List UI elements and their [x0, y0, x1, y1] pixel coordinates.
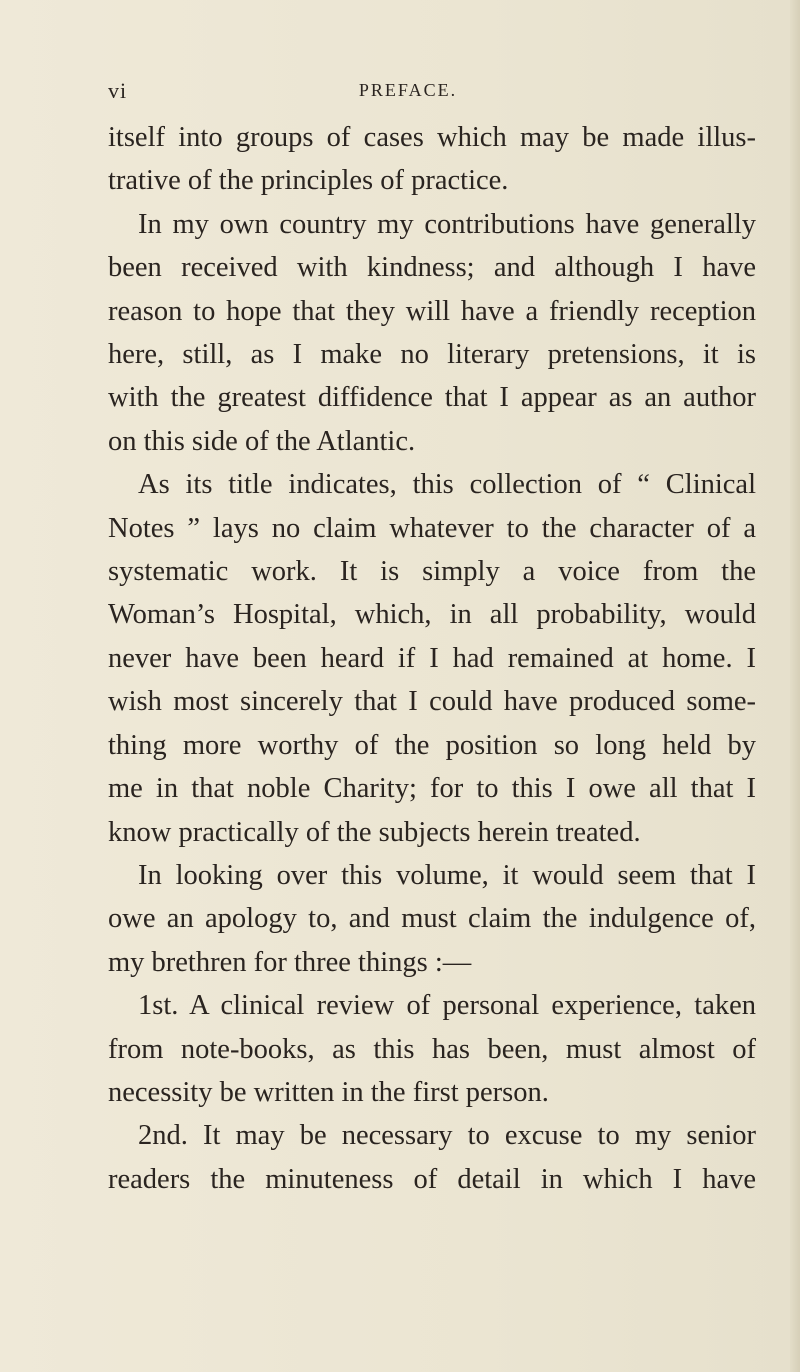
- text-line: on this side of the Atlantic.: [108, 425, 416, 457]
- page-edge-shadow: [790, 0, 800, 1372]
- body-text: [108, 116, 756, 1201]
- text-line: As its title indicates, this collection of “ Clinical: [138, 469, 756, 501]
- text-line: reason to hope that they will have a friendly reception: [108, 295, 756, 327]
- text-line: here, still, as I make no literary pretensions, it is: [108, 339, 756, 371]
- text-line: my brethren for three things :—: [108, 946, 472, 978]
- page-number: vi: [108, 78, 128, 103]
- text-line: 2nd. It may be necessary to excuse to my senior: [138, 1120, 756, 1152]
- text-line: thing more worthy of the position so long held by: [108, 729, 756, 761]
- text-line: Woman’s Hospital, which, in all probability, would: [108, 599, 756, 631]
- running-head-title: PREFACE.: [358, 80, 458, 100]
- text-line: itself into groups of cases which may be made illus-: [108, 122, 756, 153]
- text-line: In my own country my contributions have generally: [138, 208, 756, 240]
- running-head: [108, 78, 708, 106]
- text-line: In looking over this volume, it would seem that I: [138, 859, 756, 891]
- text-line: me in that noble Charity; for to this I owe all that I: [108, 773, 756, 805]
- text-line: trative of the principles of practice.: [108, 165, 509, 197]
- text-line: systematic work. It is simply a voice from the: [108, 556, 756, 588]
- text-line: with the greatest diffidence that I appear as an author: [108, 382, 756, 414]
- text-line: been received with kindness; and although I have: [108, 252, 756, 284]
- text-line: from note-books, as this has been, must almost of: [108, 1033, 756, 1065]
- text-line: Notes ” lays no claim whatever to the character of a: [108, 512, 756, 544]
- text-line: owe an apology to, and must claim the indulgence of,: [108, 903, 756, 935]
- text-line: know practically of the subjects herein treated.: [108, 816, 641, 848]
- text-line: wish most sincerely that I could have produced some-: [108, 686, 756, 718]
- text-line: 1st. A clinical review of personal experience, taken: [138, 990, 756, 1022]
- text-line: readers the minuteness of detail in which I have: [108, 1163, 756, 1195]
- text-line: necessity be written in the first person.: [108, 1076, 549, 1108]
- text-line: never have been heard if I had remained at home. I: [108, 642, 756, 674]
